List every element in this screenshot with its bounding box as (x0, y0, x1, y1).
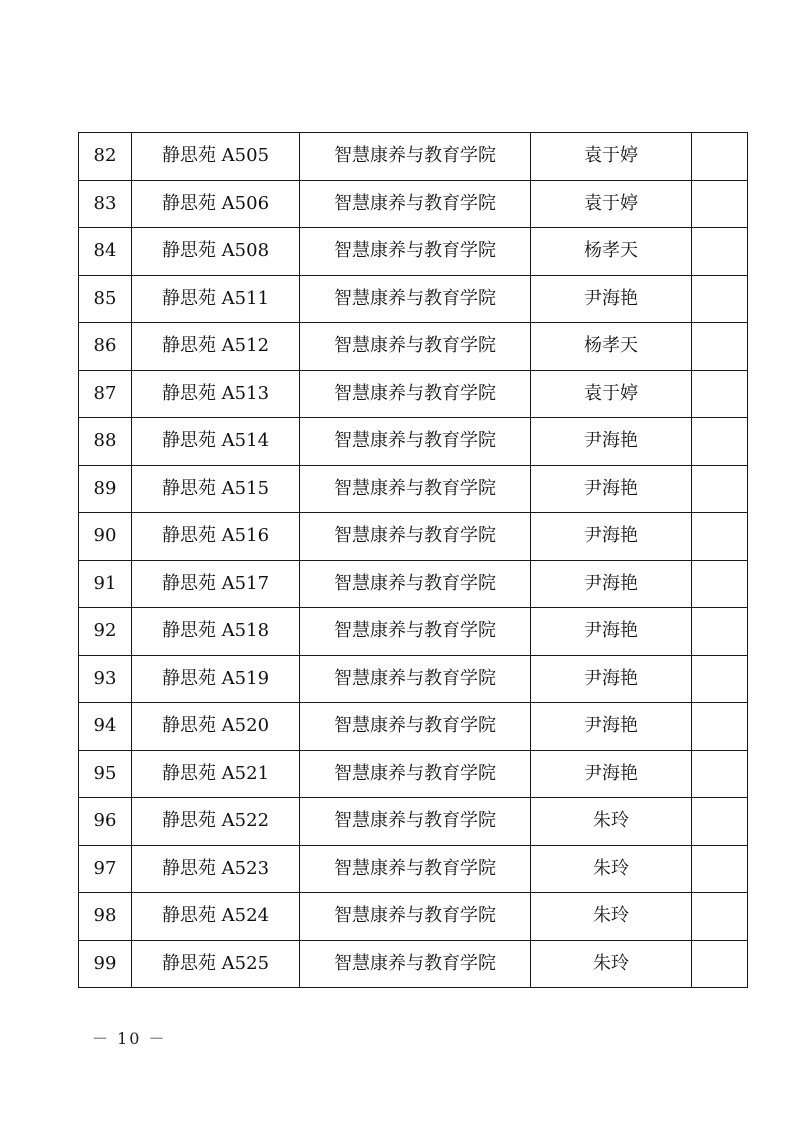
note-cell (692, 750, 748, 798)
room-cell: 静思苑 A508 (132, 228, 300, 276)
row-number-cell: 92 (79, 608, 132, 656)
row-number-cell: 98 (79, 893, 132, 941)
note-cell (692, 560, 748, 608)
table-row (79, 275, 748, 323)
table-row (79, 323, 748, 371)
name-cell: 朱玲 (531, 893, 692, 941)
name-cell: 尹海艳 (531, 465, 692, 513)
row-number-cell: 90 (79, 513, 132, 561)
row-number-cell: 86 (79, 323, 132, 371)
note-cell (692, 513, 748, 561)
room-cell: 静思苑 A521 (132, 750, 300, 798)
room-cell: 静思苑 A522 (132, 798, 300, 846)
college-cell: 智慧康养与教育学院 (300, 275, 531, 323)
note-cell (692, 228, 748, 276)
college-cell: 智慧康养与教育学院 (300, 465, 531, 513)
row-number-cell: 89 (79, 465, 132, 513)
room-cell: 静思苑 A523 (132, 845, 300, 893)
note-cell (692, 940, 748, 988)
note-cell (692, 180, 748, 228)
room-cell: 静思苑 A506 (132, 180, 300, 228)
table-row (79, 608, 748, 656)
table-row (79, 845, 748, 893)
table-row (79, 418, 748, 466)
college-cell: 智慧康养与教育学院 (300, 133, 531, 181)
college-cell: 智慧康养与教育学院 (300, 323, 531, 371)
row-number-cell: 84 (79, 228, 132, 276)
college-cell: 智慧康养与教育学院 (300, 418, 531, 466)
college-cell: 智慧康养与教育学院 (300, 703, 531, 751)
room-cell: 静思苑 A514 (132, 418, 300, 466)
college-cell: 智慧康养与教育学院 (300, 798, 531, 846)
table-row (79, 940, 748, 988)
note-cell (692, 323, 748, 371)
college-cell: 智慧康养与教育学院 (300, 893, 531, 941)
row-number-cell: 93 (79, 655, 132, 703)
table-row (79, 513, 748, 561)
name-cell: 尹海艳 (531, 608, 692, 656)
room-cell: 静思苑 A517 (132, 560, 300, 608)
name-cell: 杨孝天 (531, 228, 692, 276)
table-row (79, 465, 748, 513)
dormitory-roster-table (78, 132, 748, 988)
row-number-cell: 87 (79, 370, 132, 418)
name-cell: 尹海艳 (531, 418, 692, 466)
note-cell (692, 418, 748, 466)
row-number-cell: 97 (79, 845, 132, 893)
name-cell: 袁于婷 (531, 133, 692, 181)
college-cell: 智慧康养与教育学院 (300, 655, 531, 703)
room-cell: 静思苑 A525 (132, 940, 300, 988)
note-cell (692, 465, 748, 513)
name-cell: 尹海艳 (531, 275, 692, 323)
room-cell: 静思苑 A515 (132, 465, 300, 513)
row-number-cell: 85 (79, 275, 132, 323)
note-cell (692, 798, 748, 846)
name-cell: 尹海艳 (531, 703, 692, 751)
note-cell (692, 370, 748, 418)
note-cell (692, 608, 748, 656)
college-cell: 智慧康养与教育学院 (300, 560, 531, 608)
room-cell: 静思苑 A513 (132, 370, 300, 418)
name-cell: 杨孝天 (531, 323, 692, 371)
table-row (79, 180, 748, 228)
row-number-cell: 82 (79, 133, 132, 181)
name-cell: 袁于婷 (531, 370, 692, 418)
table-row (79, 798, 748, 846)
table-row (79, 560, 748, 608)
name-cell: 尹海艳 (531, 750, 692, 798)
row-number-cell: 83 (79, 180, 132, 228)
note-cell (692, 133, 748, 181)
table-row (79, 370, 748, 418)
college-cell: 智慧康养与教育学院 (300, 940, 531, 988)
college-cell: 智慧康养与教育学院 (300, 750, 531, 798)
college-cell: 智慧康养与教育学院 (300, 228, 531, 276)
table-row (79, 703, 748, 751)
note-cell (692, 655, 748, 703)
row-number-cell: 91 (79, 560, 132, 608)
row-number-cell: 94 (79, 703, 132, 751)
table-row (79, 228, 748, 276)
room-cell: 静思苑 A520 (132, 703, 300, 751)
name-cell: 尹海艳 (531, 513, 692, 561)
room-cell: 静思苑 A519 (132, 655, 300, 703)
name-cell: 袁于婷 (531, 180, 692, 228)
table-row (79, 750, 748, 798)
row-number-cell: 95 (79, 750, 132, 798)
name-cell: 朱玲 (531, 940, 692, 988)
note-cell (692, 275, 748, 323)
row-number-cell: 96 (79, 798, 132, 846)
note-cell (692, 893, 748, 941)
college-cell: 智慧康养与教育学院 (300, 608, 531, 656)
room-cell: 静思苑 A518 (132, 608, 300, 656)
table-row (79, 133, 748, 181)
room-cell: 静思苑 A524 (132, 893, 300, 941)
row-number-cell: 99 (79, 940, 132, 988)
note-cell (692, 703, 748, 751)
table-row (79, 655, 748, 703)
table-row (79, 893, 748, 941)
college-cell: 智慧康养与教育学院 (300, 180, 531, 228)
college-cell: 智慧康养与教育学院 (300, 513, 531, 561)
name-cell: 朱玲 (531, 845, 692, 893)
room-cell: 静思苑 A505 (132, 133, 300, 181)
name-cell: 尹海艳 (531, 560, 692, 608)
name-cell: 尹海艳 (531, 655, 692, 703)
room-cell: 静思苑 A511 (132, 275, 300, 323)
college-cell: 智慧康养与教育学院 (300, 370, 531, 418)
name-cell: 朱玲 (531, 798, 692, 846)
roster-table-body (79, 133, 748, 988)
college-cell: 智慧康养与教育学院 (300, 845, 531, 893)
room-cell: 静思苑 A516 (132, 513, 300, 561)
row-number-cell: 88 (79, 418, 132, 466)
note-cell (692, 845, 748, 893)
room-cell: 静思苑 A512 (132, 323, 300, 371)
page-number: － 10 － (92, 1029, 167, 1048)
